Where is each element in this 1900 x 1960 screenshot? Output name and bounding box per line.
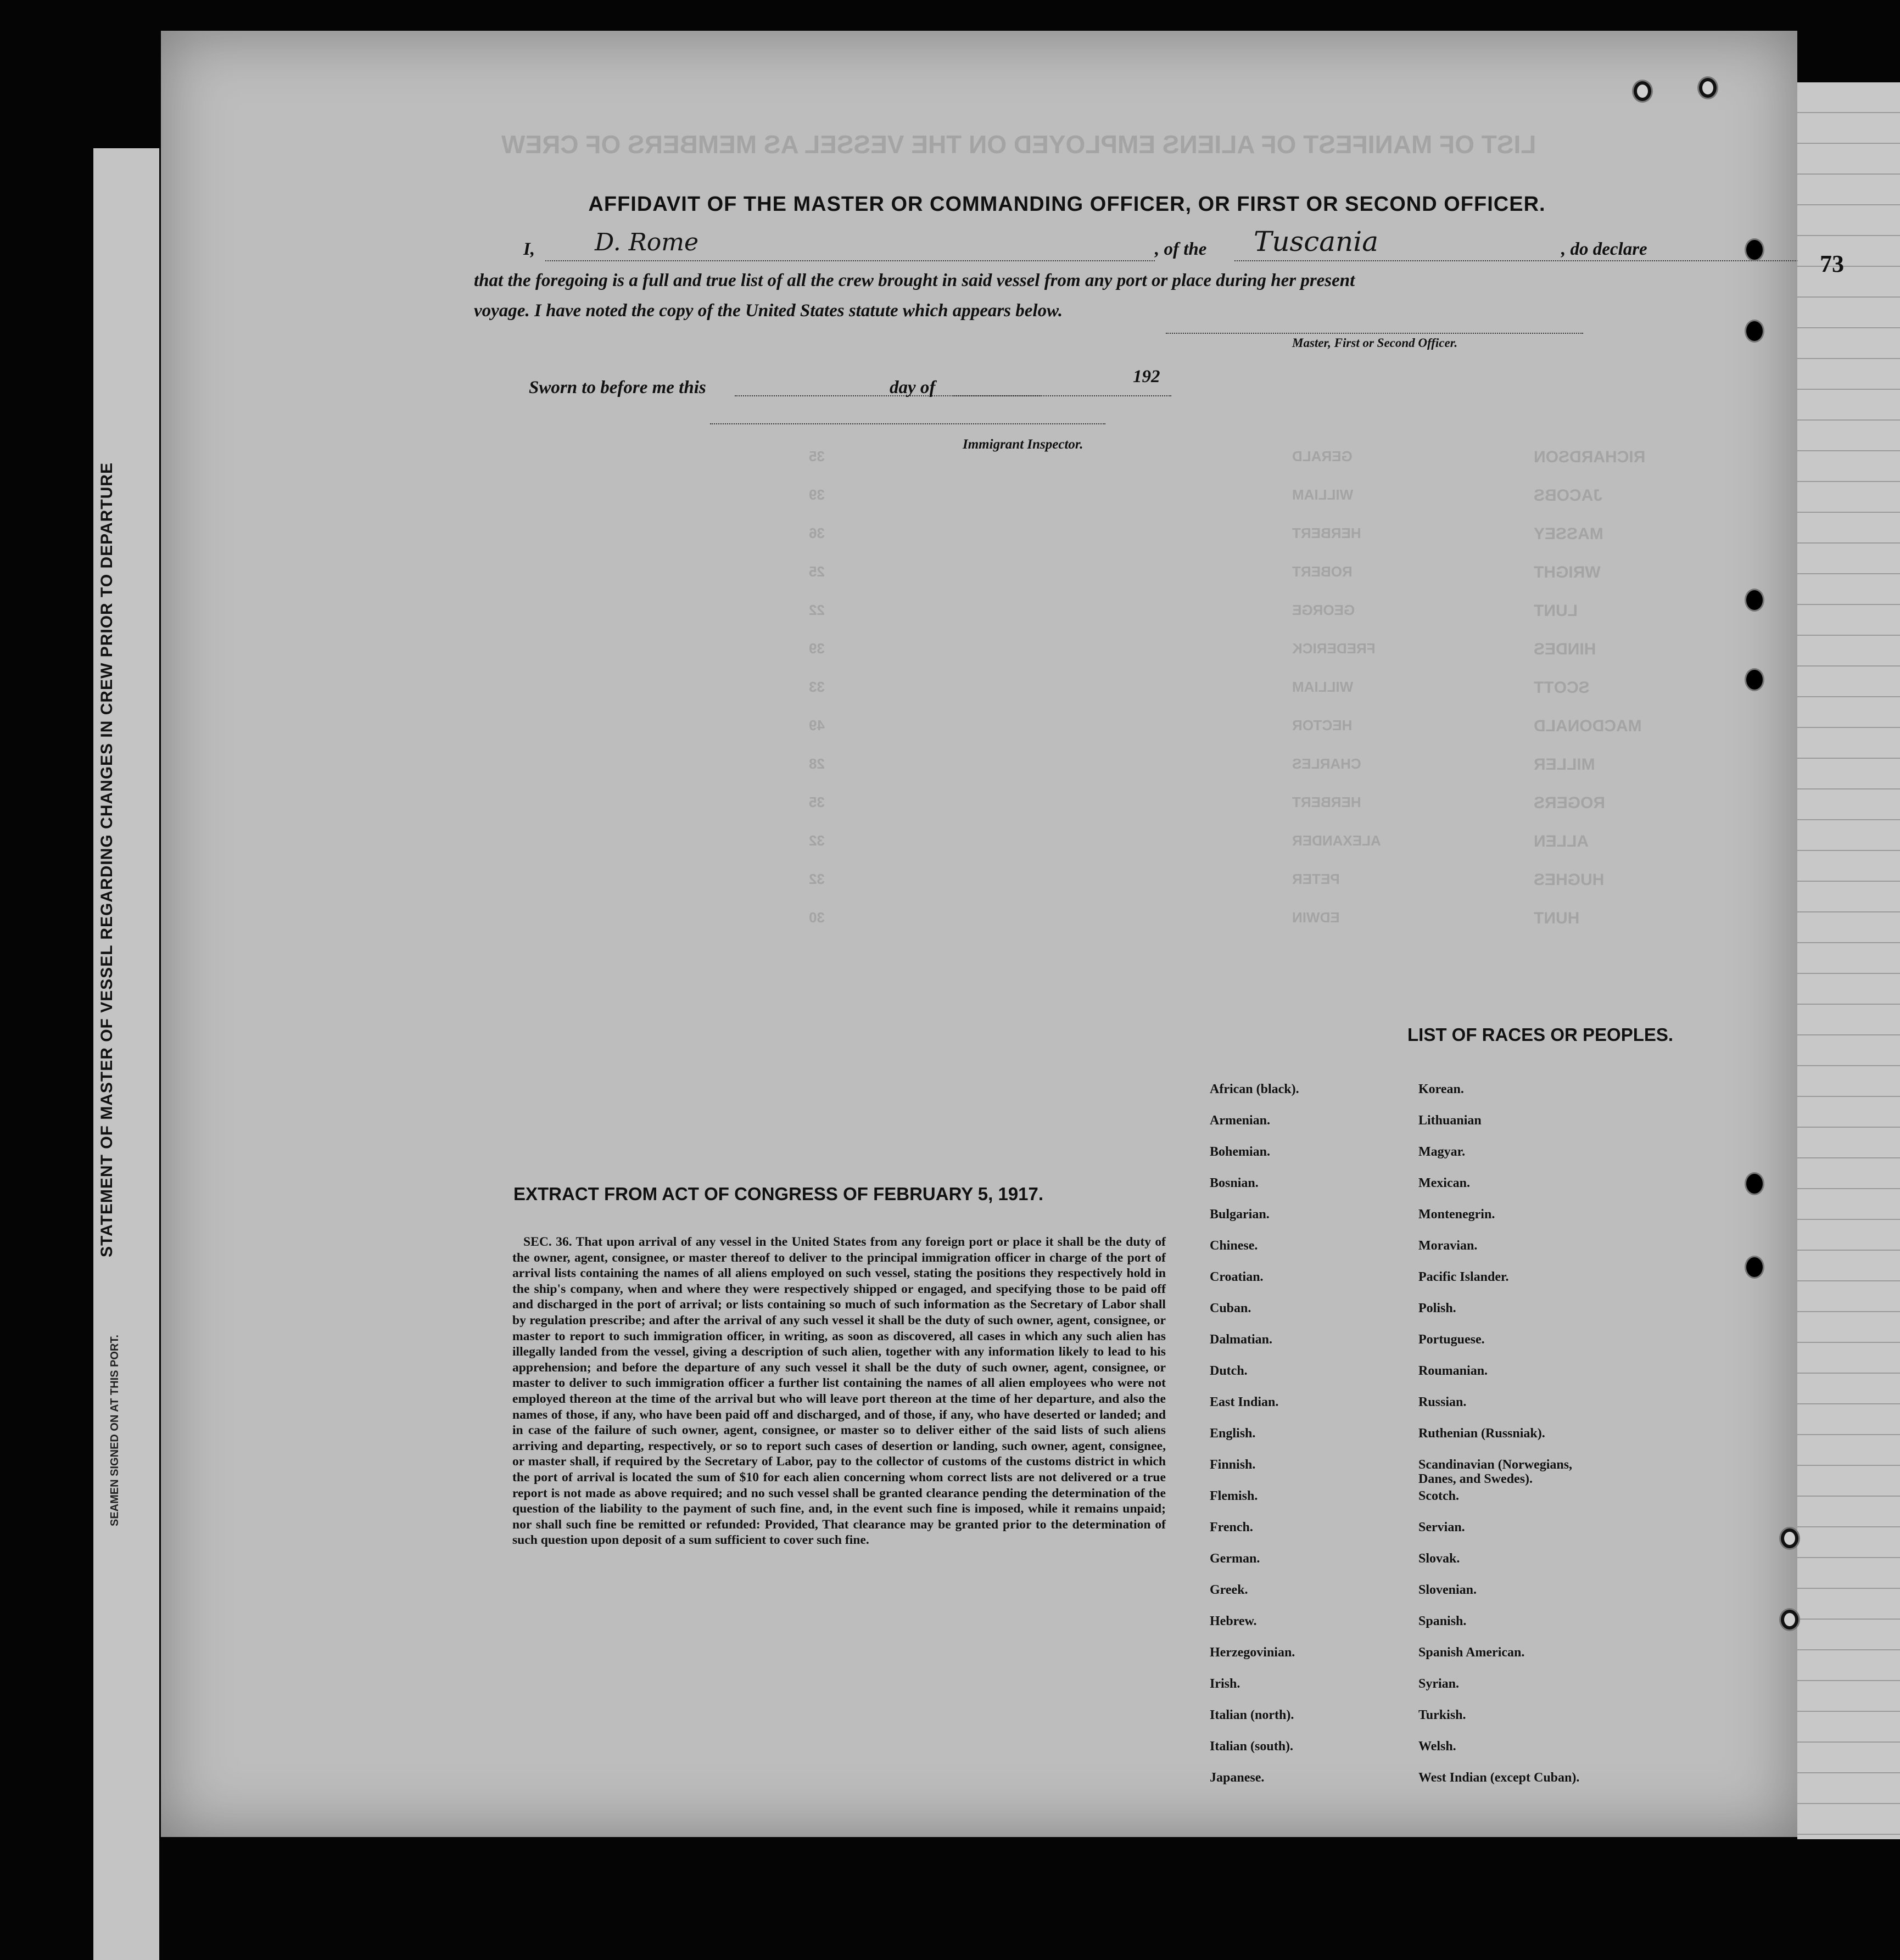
bleed-through-text: MILLER bbox=[1534, 755, 1595, 774]
bleed-through-text: 39 bbox=[809, 640, 825, 657]
sworn-month-rule bbox=[952, 395, 1171, 396]
right-attached-sheet bbox=[1797, 82, 1900, 1839]
race-item: Spanish American. bbox=[1418, 1645, 1525, 1660]
manifest-page bbox=[161, 31, 1797, 1837]
race-item: Montenegrin. bbox=[1418, 1207, 1495, 1222]
race-item: Finnish. bbox=[1210, 1458, 1256, 1472]
name-rule bbox=[545, 260, 1155, 261]
bleed-through-text: GERALD bbox=[1292, 448, 1353, 464]
bleed-through-text: WILLIAM bbox=[1292, 679, 1354, 695]
year-label: 192 bbox=[1133, 367, 1160, 387]
bleed-through-text: CHARLES bbox=[1292, 755, 1361, 772]
bleed-through-text: 30 bbox=[809, 909, 825, 926]
race-item: Lithuanian bbox=[1418, 1113, 1482, 1128]
signature-label: Master, First or Second Officer. bbox=[1292, 336, 1458, 350]
punch-hole bbox=[1746, 321, 1763, 341]
punch-hole bbox=[1746, 240, 1763, 260]
bleed-through-text: FREDERICK bbox=[1292, 640, 1376, 657]
bleed-through-text: 35 bbox=[809, 794, 825, 810]
side-seamen-text: SEAMEN SIGNED ON AT THIS PORT. bbox=[109, 1335, 121, 1526]
inspector-label: Immigrant Inspector. bbox=[963, 437, 1083, 452]
affidavit-do-declare: , do declare bbox=[1561, 239, 1647, 259]
bleed-through-text: 22 bbox=[809, 602, 825, 618]
race-item: Hebrew. bbox=[1210, 1614, 1257, 1628]
race-item: Welsh. bbox=[1418, 1739, 1456, 1754]
race-item: Bohemian. bbox=[1210, 1145, 1271, 1159]
race-item: Flemish. bbox=[1210, 1489, 1258, 1503]
side-statement-text: STATEMENT OF MASTER OF VESSEL REGARDING CHANGES IN CREW PRIOR TO DEPARTURE bbox=[98, 462, 116, 1257]
bleed-through-text: 49 bbox=[809, 717, 825, 733]
punch-hole bbox=[1746, 1257, 1763, 1277]
affidavit-line3: voyage. I have noted the copy of the United States statute which appears below. bbox=[474, 301, 1063, 321]
race-item: Cuban. bbox=[1210, 1301, 1251, 1315]
bleed-through-text: WRIGHT bbox=[1534, 563, 1601, 581]
races-left-column bbox=[1210, 1082, 1299, 1802]
race-item: German. bbox=[1210, 1552, 1260, 1566]
punch-hole bbox=[1746, 590, 1763, 610]
race-item: Syrian. bbox=[1418, 1677, 1460, 1691]
bleed-through-text: MACDONALD bbox=[1534, 717, 1642, 735]
bleed-through-title: LIST OF MANIFEST OF ALIENS EMPLOYED ON THE VESSEL AS MEMBERS OF CREW bbox=[501, 130, 1536, 159]
vessel-name-handwriting: Tuscania bbox=[1254, 226, 1379, 257]
race-item: Dutch. bbox=[1210, 1364, 1248, 1378]
bleed-through-text: 32 bbox=[809, 871, 825, 887]
bleed-through-text: HINDES bbox=[1534, 640, 1596, 658]
bleed-through-text: ALEXANDER bbox=[1292, 832, 1381, 849]
bleed-through-text: ALLEN bbox=[1534, 832, 1589, 850]
race-item: Irish. bbox=[1210, 1677, 1240, 1691]
affidavit-of-the: , of the bbox=[1155, 239, 1207, 259]
race-item: Armenian. bbox=[1210, 1113, 1270, 1128]
bleed-through-text: 39 bbox=[809, 486, 825, 503]
extract-title: EXTRACT FROM ACT OF CONGRESS OF FEBRUARY 5, 1917. bbox=[513, 1184, 1044, 1204]
bleed-through-text: PETER bbox=[1292, 871, 1340, 887]
punch-hole bbox=[1699, 78, 1717, 98]
bleed-through-text: ROBERT bbox=[1292, 563, 1353, 580]
race-item: Bulgarian. bbox=[1210, 1207, 1270, 1222]
signature-rule bbox=[1166, 333, 1583, 334]
race-item: Polish. bbox=[1418, 1301, 1456, 1315]
race-item: Scotch. bbox=[1418, 1489, 1459, 1503]
race-item: Turkish. bbox=[1418, 1708, 1466, 1722]
race-item: Greek. bbox=[1210, 1583, 1248, 1597]
bleed-through-text: 35 bbox=[809, 448, 825, 464]
page-number: 73 bbox=[1820, 250, 1844, 277]
race-item: Dalmatian. bbox=[1210, 1332, 1272, 1347]
bleed-through-text: 25 bbox=[809, 563, 825, 580]
race-item: Italian (north). bbox=[1210, 1708, 1294, 1722]
punch-hole bbox=[1781, 1528, 1798, 1548]
race-item: Chinese. bbox=[1210, 1239, 1258, 1253]
bleed-through-text: 33 bbox=[809, 679, 825, 695]
bleed-through-text: 28 bbox=[809, 755, 825, 772]
bleed-through-text: MASSEY bbox=[1534, 525, 1603, 543]
race-item: Russian. bbox=[1418, 1395, 1467, 1409]
bleed-through-text: LUNT bbox=[1534, 602, 1578, 620]
affidavit-line2: that the foregoing is a full and true list of all the crew brought in said vessel from any port or place during her present bbox=[474, 271, 1355, 290]
bleed-through-text: 32 bbox=[809, 832, 825, 849]
bleed-through-text: HUGHES bbox=[1534, 871, 1605, 889]
master-name-handwriting: D. Rome bbox=[595, 228, 699, 256]
race-item: English. bbox=[1210, 1426, 1256, 1441]
affidavit-i-label: I, bbox=[523, 239, 535, 259]
race-item: Slovenian. bbox=[1418, 1583, 1477, 1597]
bleed-through-text: WILLIAM bbox=[1292, 486, 1354, 503]
race-item: Moravian. bbox=[1418, 1239, 1478, 1253]
punch-hole bbox=[1634, 81, 1651, 101]
punch-hole bbox=[1746, 1174, 1763, 1194]
race-item: Roumanian. bbox=[1418, 1364, 1488, 1378]
race-item: Spanish. bbox=[1418, 1614, 1467, 1628]
race-item: Slovak. bbox=[1418, 1552, 1460, 1566]
race-item: Italian (south). bbox=[1210, 1739, 1294, 1754]
bleed-through-text: RICHARDSON bbox=[1534, 448, 1646, 466]
race-item: Pacific Islander. bbox=[1418, 1270, 1509, 1284]
vessel-rule bbox=[1234, 260, 1797, 261]
bleed-through-text: HUNT bbox=[1534, 909, 1580, 927]
bleed-through-text: GEORGE bbox=[1292, 602, 1355, 618]
race-item: Ruthenian (Russniak). bbox=[1418, 1426, 1545, 1441]
race-item: Herzegovinian. bbox=[1210, 1645, 1295, 1660]
races-right-column bbox=[1418, 1082, 1605, 1802]
races-title: LIST OF RACES OR PEOPLES. bbox=[1407, 1024, 1674, 1045]
bleed-through-text: HERBERT bbox=[1292, 794, 1361, 810]
extract-text: SEC. 36. That upon arrival of any vessel in the United States from any foreign port or place it shall be the duty of the owner, agent, consignee, or master thereof to deliver to the principal immigration officer in charge of the port of arrival lists containing the names of all aliens employed on such vessel, stating the positions they respectively hold in the ship's company, when and where they were respectively shipped or engaged, and specifying those to be paid off and discharged in the port of arrival; or lists containing so much of such information as the Secretary of Labor shall by regulation prescribe; and after the arrival of any such vessel it shall be the duty of such owner, agent, consignee, or master to report to such immigration officer, in writing, as soon as discovered, all cases in which any such alien has illegally landed from the vessel, giving a description of such alien, together with any information likely to lead to his apprehension; and before the departure of any such vessel it shall be the duty of such owner, agent, consignee, or master to deliver to such immigration officer a further list containing the names of all alien employees who were not employed thereon at the time of the arrival but who will leave port thereon at the time of her departure, and also the names of those, if any, who have been paid off and discharged, and of those, if any, who have deserted or landed; and in case of the failure of such owner, agent, consignee, or master so to deliver either of the said lists of such aliens arriving and departing, respectively, or so to report such cases of desertion or landing, such owner, agent, consignee, or master shall, if required by the Secretary of Labor, pay to the collector of customs of the customs district in which the port of arrival is located the sum of $10 for each alien concerning whom correct lists are not delivered or a true report is not made as above required; and no such vessel shall be granted clearance pending the determination of the question of the liability to the payment of such fine, and, in the event such fine is imposed, while it remains unpaid; nor shall such fine be remitted or refunded: Provided, That clearance may be granted prior to the determination of such question upon deposit of a sum sufficient to cover such fine. bbox=[512, 1235, 1166, 1548]
race-item: Mexican. bbox=[1418, 1176, 1470, 1190]
race-item: African (black). bbox=[1210, 1082, 1299, 1096]
inspector-rule bbox=[710, 423, 1105, 424]
race-item: Servian. bbox=[1418, 1520, 1465, 1535]
bleed-through-text: HERBERT bbox=[1292, 525, 1361, 541]
sworn-label: Sworn to before me this bbox=[529, 378, 706, 397]
bleed-through-text: EDWIN bbox=[1292, 909, 1340, 926]
race-item: Croatian. bbox=[1210, 1270, 1264, 1284]
race-item: East Indian. bbox=[1210, 1395, 1279, 1409]
race-item: Bosnian. bbox=[1210, 1176, 1259, 1190]
race-item: West Indian (except Cuban). bbox=[1418, 1771, 1580, 1785]
race-item: French. bbox=[1210, 1520, 1253, 1535]
bleed-through-text: SCOTT bbox=[1534, 679, 1590, 697]
bleed-through-text: JACOBS bbox=[1534, 486, 1603, 505]
race-item: Japanese. bbox=[1210, 1771, 1265, 1785]
race-item: Scandinavian (Norwegians, Danes, and Swedes). bbox=[1418, 1458, 1573, 1486]
bleed-through-text: HECTOR bbox=[1292, 717, 1353, 733]
punch-hole bbox=[1746, 670, 1763, 690]
day-of-label: day of bbox=[890, 378, 936, 397]
race-item: Portuguese. bbox=[1418, 1332, 1485, 1347]
affidavit-heading: AFFIDAVIT OF THE MASTER OR COMMANDING OFFICER, OR FIRST OR SECOND OFFICER. bbox=[588, 193, 1546, 216]
bleed-through-text: 36 bbox=[809, 525, 825, 541]
bleed-through-text: ROGERS bbox=[1534, 794, 1606, 812]
race-item: Magyar. bbox=[1418, 1145, 1466, 1159]
race-item: Korean. bbox=[1418, 1082, 1464, 1096]
punch-hole bbox=[1781, 1610, 1798, 1629]
